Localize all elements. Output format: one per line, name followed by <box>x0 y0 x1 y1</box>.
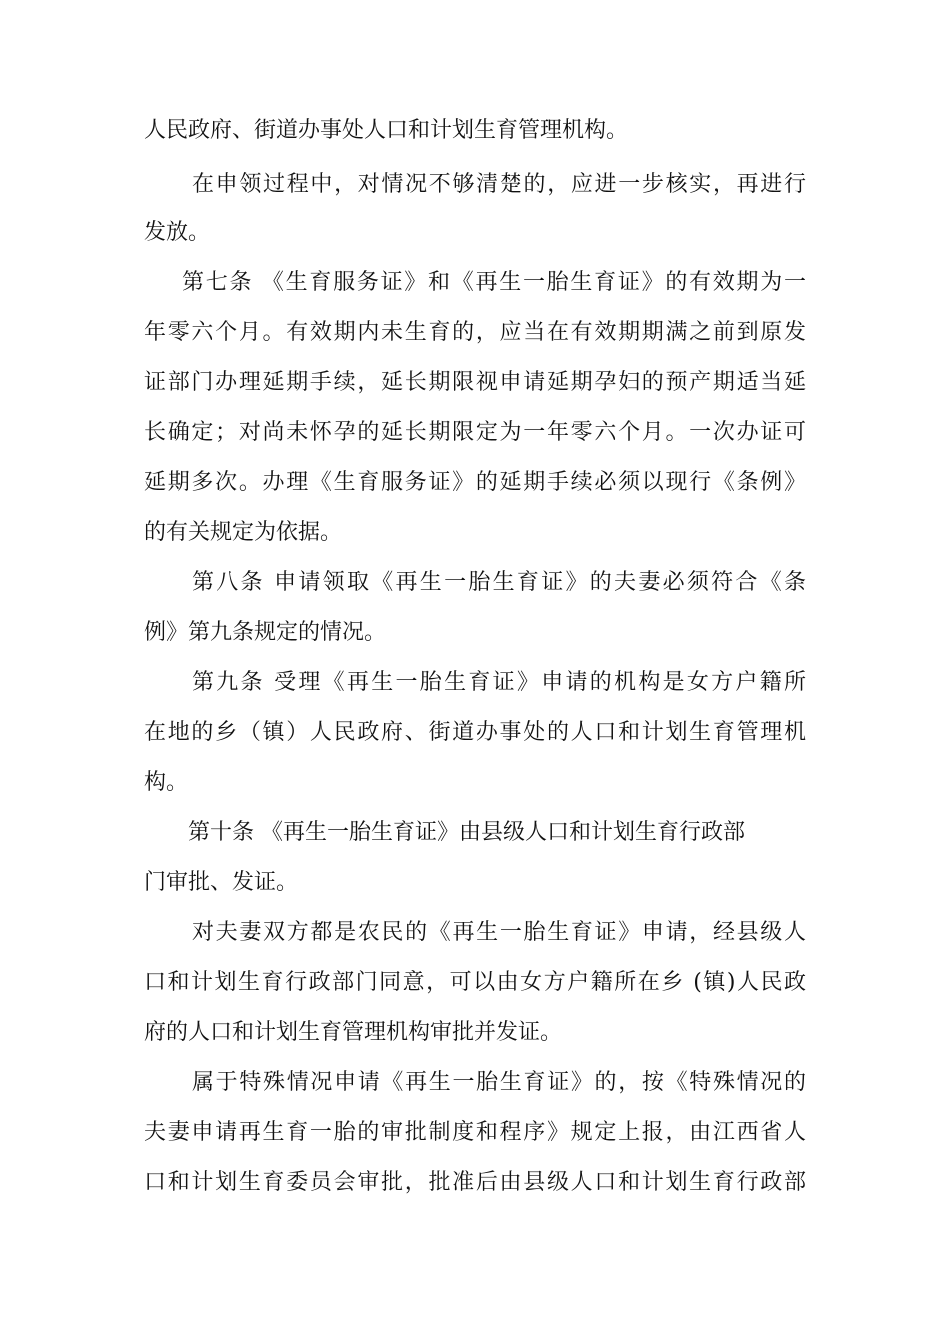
text-line: 口和计划生育委员会审批，批准后由县级人口和计划生育行政部 <box>144 1170 806 1195</box>
text-line: 第九条 受理《再生一胎生育证》申请的机构是女方户籍所 <box>192 670 806 695</box>
text-line: 在申领过程中，对情况不够清楚的，应进一步核实，再进行 <box>192 172 806 197</box>
text-line: 发放。 <box>144 220 211 245</box>
text-line: 口和计划生育行政部门同意，可以由女方户籍所在乡 (镇)人民政 <box>144 970 806 995</box>
text-line: 延期多次。办理《生育服务证》的延期手续必须以现行《条例》 <box>144 470 806 495</box>
text-line: 长确定；对尚未怀孕的延长期限定为一年零六个月。一次办证可 <box>144 420 806 445</box>
text-line: 对夫妻双方都是农民的《再生一胎生育证》申请，经县级人 <box>192 920 806 945</box>
text-line: 例》第九条规定的情况。 <box>144 620 387 645</box>
text-line: 属于特殊情况申请《再生一胎生育证》的，按《特殊情况的 <box>192 1070 806 1095</box>
text-line: 的有关规定为依据。 <box>144 520 343 545</box>
text-line: 第十条 《再生一胎生育证》由县级人口和计划生育行政部 <box>188 820 745 845</box>
text-line: 第七条 《生育服务证》和《再生一胎生育证》的有效期为一 <box>182 270 806 295</box>
text-line: 夫妻申请再生育一胎的审批制度和程序》规定上报，由江西省人 <box>144 1120 806 1145</box>
text-line: 府的人口和计划生育管理机构审批并发证。 <box>144 1020 563 1045</box>
text-line: 在地的乡（镇）人民政府、街道办事处的人口和计划生育管理机 <box>144 720 806 745</box>
text-line: 第八条 申请领取《再生一胎生育证》的夫妻必须符合《条 <box>192 570 806 595</box>
text-line: 门审批、发证。 <box>144 870 299 895</box>
text-line: 证部门办理延期手续，延长期限视申请延期孕妇的预产期适当延 <box>144 370 806 395</box>
text-line: 人民政府、街道办事处人口和计划生育管理机构。 <box>144 118 629 143</box>
text-line: 构。 <box>144 770 189 795</box>
text-line: 年零六个月。有效期内未生育的，应当在有效期期满之前到原发 <box>144 320 806 345</box>
